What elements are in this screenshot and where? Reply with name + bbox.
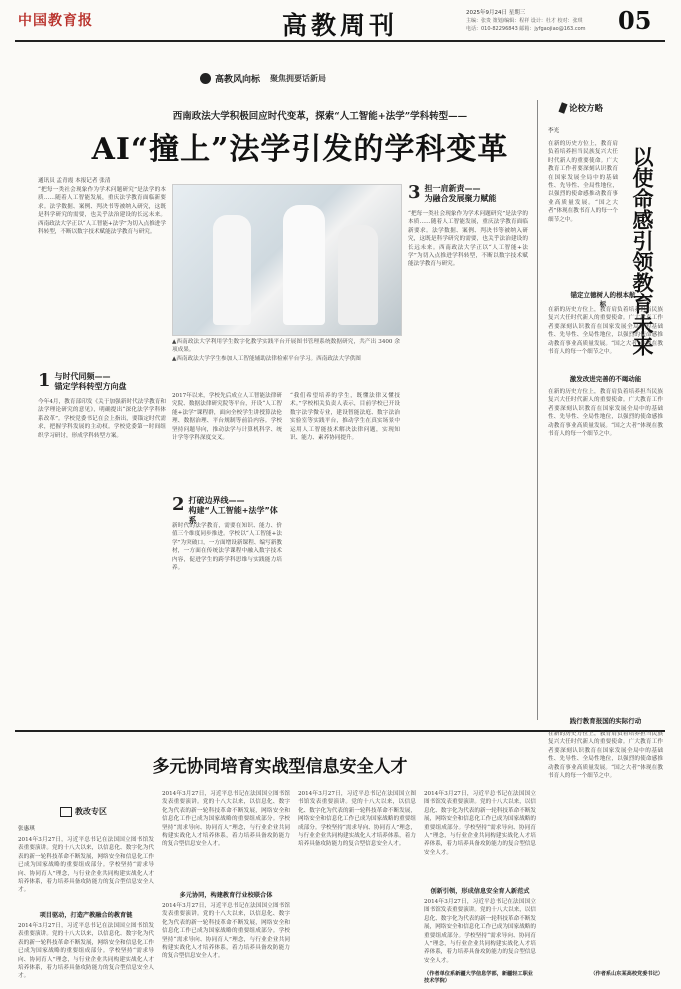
lead-body-col4: 新时代的法学教育，需要在知识、能力、价值三个维度同步推进。学校以“人工智能+法学”为突破口，一方面增设新课程、编写新教材，一方面在传统法学课程中融入数字技术内容，促进学生的跨学科思维与实践能力培养。 xyxy=(172,523,282,572)
section-number: 3 xyxy=(408,182,421,203)
commentary-tag: 论校方略 xyxy=(560,102,603,114)
second-body-col2: 2014年3月27日，习近平总书记在法国国立图书馆发表重要演讲。党的十八大以来，以信息化、数字化为代表的新一轮科技革命不断发展，网络安全和信息化工作已成为国家战略的重要组成部分。学校坚持“需求导向、协同育人”理念，与行业企业共同构建实战化人才培养体系，着力培养具备攻防能力的复合型信息安全人才。 xyxy=(18,923,154,980)
second-body-col3: 2014年3月27日，习近平总书记在法国国立图书馆发表重要演讲。党的十八大以来，以信息化、数字化为代表的新一轮科技革命不断发展，网络安全和信息化工作已成为国家战略的重要组成部分。学校坚持“需求导向、协同育人”理念，与行业企业共同构建实战化人才培养体系，着力培养具备攻防能力的复合型信息安全人才。 xyxy=(162,791,290,848)
lead-photo-caption: ▲西南政法大学利用学生数字化教学实践平台开展图书管理系统数据研究，共产出 3400 余项成果。 ▲西南政法大学学生参加人工智能辅助法律检索平台学习。西南政法大学供图 xyxy=(172,339,400,362)
lead-body-col6: “把每一类社会现象作为学术问题研究”是法学的本质……随着人工智能发展，重庆法学教育面临新要求。法学数据、案例、判决书等被纳入研究，这既是科学研究的需要，也关乎法治建设的长远未来。西南政法大学正以“人工智能+法学”为切入点推进学科转型，不断以数字技术赋能法学教育与研究。 xyxy=(408,211,528,268)
commentary-body-3: 在新的历史方位上，教育肩负着培养担当民族复兴大任时代新人的重要使命。广大教育工作者要深刻认识教育在国家发展全局中的基础性、先导性、全局性地位，以强烈的使命感推动教育事业高质量发展。“国之大者”体现在教书育人的每一个细节之中。 xyxy=(548,389,663,438)
compass-icon xyxy=(200,73,211,84)
book-icon xyxy=(60,807,72,817)
masthead-logo: 中国教育报 xyxy=(18,13,93,29)
commentary-footer: （作者系山东某高校党委书记） xyxy=(590,971,663,977)
masthead-contact: 电话：010-82296843 邮箱：jyfgaojiao@163.com xyxy=(466,26,586,32)
second-body-col7: 2014年3月27日，习近平总书记在法国国立图书馆发表重要演讲。党的十八大以来，以信息化、数字化为代表的新一轮科技革命不断发展，网络安全和信息化工作已成为国家战略的重要组成部分。学校坚持“需求导向、协同育人”理念，与行业企业共同构建实战化人才培养体系，着力培养具备攻防能力的复合型信息安全人才。 xyxy=(424,899,536,964)
masthead-title: 高教周刊 xyxy=(282,11,399,40)
commentary-body-1: 在新的历史方位上，教育肩负着培养担当民族复兴大任时代新人的重要使命。广大教育工作者要深刻认识教育在国家发展全局中的基础性、先导性、全局性地位，以强烈的使命感推动教育事业高质量发展。“国之大者”体现在教书育人的每一个细节之中。 xyxy=(548,141,618,223)
second-subhead-3: 创新引领，形成信息安全育人新范式 xyxy=(430,888,530,895)
commentary-subhead-3: 践行教育报国的实际行动 xyxy=(569,717,642,725)
lead-photo xyxy=(172,184,402,336)
commentary-subhead-1: 锚定立德树人的根本航标 xyxy=(570,291,636,308)
section-number: 2 xyxy=(172,494,185,515)
masthead-rule xyxy=(15,40,665,42)
banner-label: 高教风向标 xyxy=(215,75,261,85)
commentary-body-4: 在新的历史方位上，教育肩负着培养担当民族复兴大任时代新人的重要使命。广大教育工作者要深刻认识教育在国家发展全局中的基础性、先导性、全局性地位，以强烈的使命感推动教育事业高质量发展。“国之大者”体现在教书育人的每一个细节之中。 xyxy=(548,731,663,780)
lead-section-3 xyxy=(408,184,528,204)
lead-body-col5: “我们希望培养的学生，既懂法律又懂技术。”学校相关负责人表示，目前学校已开设数字法学微专业，建设智能法庭、数字法治实验室等实践平台，推动学生在真实场景中运用人工智能技术解决法律问题，实现知识、能力、素养协同提升。 xyxy=(290,393,400,442)
section-number: 1 xyxy=(38,370,51,391)
section-title: 与时代同频—— 锚定学科转型方向盘 xyxy=(54,372,127,391)
second-subhead-2: 多元协同，构建教育行业校联合体 xyxy=(179,892,273,899)
lead-kicker: 西南政法大学积极回应时代变革，探索“人工智能+法学”学科转型—— xyxy=(172,111,468,122)
second-body-col1: 2014年3月27日，习近平总书记在法国国立图书馆发表重要演讲。党的十八大以来，以信息化、数字化为代表的新一轮科技革命不断发展，网络安全和信息化工作已成为国家战略的重要组成部分。学校坚持“需求导向、协同育人”理念，与行业企业共同构建实战化人才培养体系，着力培养具备攻防能力的复合型信息安全人才。 xyxy=(18,837,154,894)
section-title: 担一肩新责—— 为融合发展聚力赋能 xyxy=(424,184,497,203)
second-byline: 张惠琪 xyxy=(18,826,35,832)
masthead-date: 2025年9月24日 星期三 xyxy=(466,10,526,16)
photo-figure-1 xyxy=(213,215,251,325)
lead-body-col2: 今年4月，教育部印发《关于加强新时代法学教育和法学理论研究的意见》，明确提出“深化法学学科体系改革”。学校党委书记在会上指出，要锚定时代需求，把握学科发展的主动权。学校党委第一时间组织学习研讨，形成学科转型方案。 xyxy=(38,399,166,439)
page-number: 05 xyxy=(618,6,652,35)
second-body-col4: 2014年3月27日，习近平总书记在法国国立图书馆发表重要演讲。党的十八大以来，以信息化、数字化为代表的新一轮科技革命不断发展，网络安全和信息化工作已成为国家战略的重要组成部分。学校坚持“需求导向、协同育人”理念，与行业企业共同构建实战化人才培养体系，着力培养具备攻防能力的复合型信息安全人才。 xyxy=(162,903,290,960)
photo-figure-3 xyxy=(338,225,378,325)
lead-section-1 xyxy=(38,372,166,392)
photo-figure-2 xyxy=(283,205,325,325)
commentary-body-2: 在新的历史方位上，教育肩负着培养担当民族复兴大任时代新人的重要使命。广大教育工作者要深刻认识教育在国家发展全局中的基础性、先导性、全局性地位，以强烈的使命感推动教育事业高质量发展。“国之大者”体现在教书育人的每一个细节之中。 xyxy=(548,307,663,356)
lead-body-col3: 2017年以来，学校先后成立人工智能法律研究院、数据法律研究院等平台，开设“人工智能+法学”课程群，面向全校学生讲授算法伦理、数据治理、平台规制等前沿内容。学校坚持问题导向，推动法学与计算机科学、统计学等学科深度交叉。 xyxy=(172,393,282,442)
lead-body-col1: “把每一类社会现象作为学术问题研究”是法学的本质……随着人工智能发展，重庆法学教育面临新要求。法学数据、案例、判决书等被纳入研究，这既是科学研究的需要，也关乎法治建设的长远未来。西南政法大学正以“人工智能+法学”为切入点推进学科转型，不断以数字技术赋能法学教育与研究。 xyxy=(38,187,166,236)
banner xyxy=(200,72,326,85)
second-body-col5: 2014年3月27日，习近平总书记在法国国立图书馆发表重要演讲。党的十八大以来，以信息化、数字化为代表的新一轮科技革命不断发展，网络安全和信息化工作已成为国家战略的重要组成部分。学校坚持“需求导向、协同育人”理念，与行业企业共同构建实战化人才培养体系，着力培养具备攻防能力的复合型信息安全人才。 xyxy=(298,791,416,848)
second-body-col6: 2014年3月27日，习近平总书记在法国国立图书馆发表重要演讲。党的十八大以来，以信息化、数字化为代表的新一轮科技革命不断发展，网络安全和信息化工作已成为国家战略的重要组成部分。学校坚持“需求导向、协同育人”理念，与行业企业共同构建实战化人才培养体系，着力培养具备攻防能力的复合型信息安全人才。 xyxy=(424,791,536,856)
commentary-author: 李光 xyxy=(548,128,560,134)
commentary-headline: 以使命感引领教育未来 xyxy=(630,146,655,356)
column-divider xyxy=(537,100,538,720)
second-headline: 多元协同培育实战型信息安全人才 xyxy=(152,757,408,777)
second-tag: 教改专区 xyxy=(60,806,107,817)
lead-headline: AI“撞上”法学引发的学科变革 xyxy=(91,132,509,167)
banner-sublabel: 聚焦拥要话新局 xyxy=(270,74,327,83)
pen-icon xyxy=(558,102,567,113)
second-subhead-1: 项目驱动，打造产教融合的教育链 xyxy=(39,912,133,919)
second-footer: （作者单位系新疆大学信息学部，新疆轻工职业技术学院） xyxy=(424,971,533,984)
masthead-credits: 主编：张贵 策划/编辑：程祥 设计：杜才 校对：张琪 xyxy=(466,18,583,24)
lead-byline: 通讯员 孟青霞 本报记者 张清 xyxy=(38,178,111,184)
commentary-subhead-2: 激发改进完善的不竭动能 xyxy=(569,375,642,383)
section-title: 打破边界线—— 构建“人工智能+法学”体系 xyxy=(188,496,278,525)
